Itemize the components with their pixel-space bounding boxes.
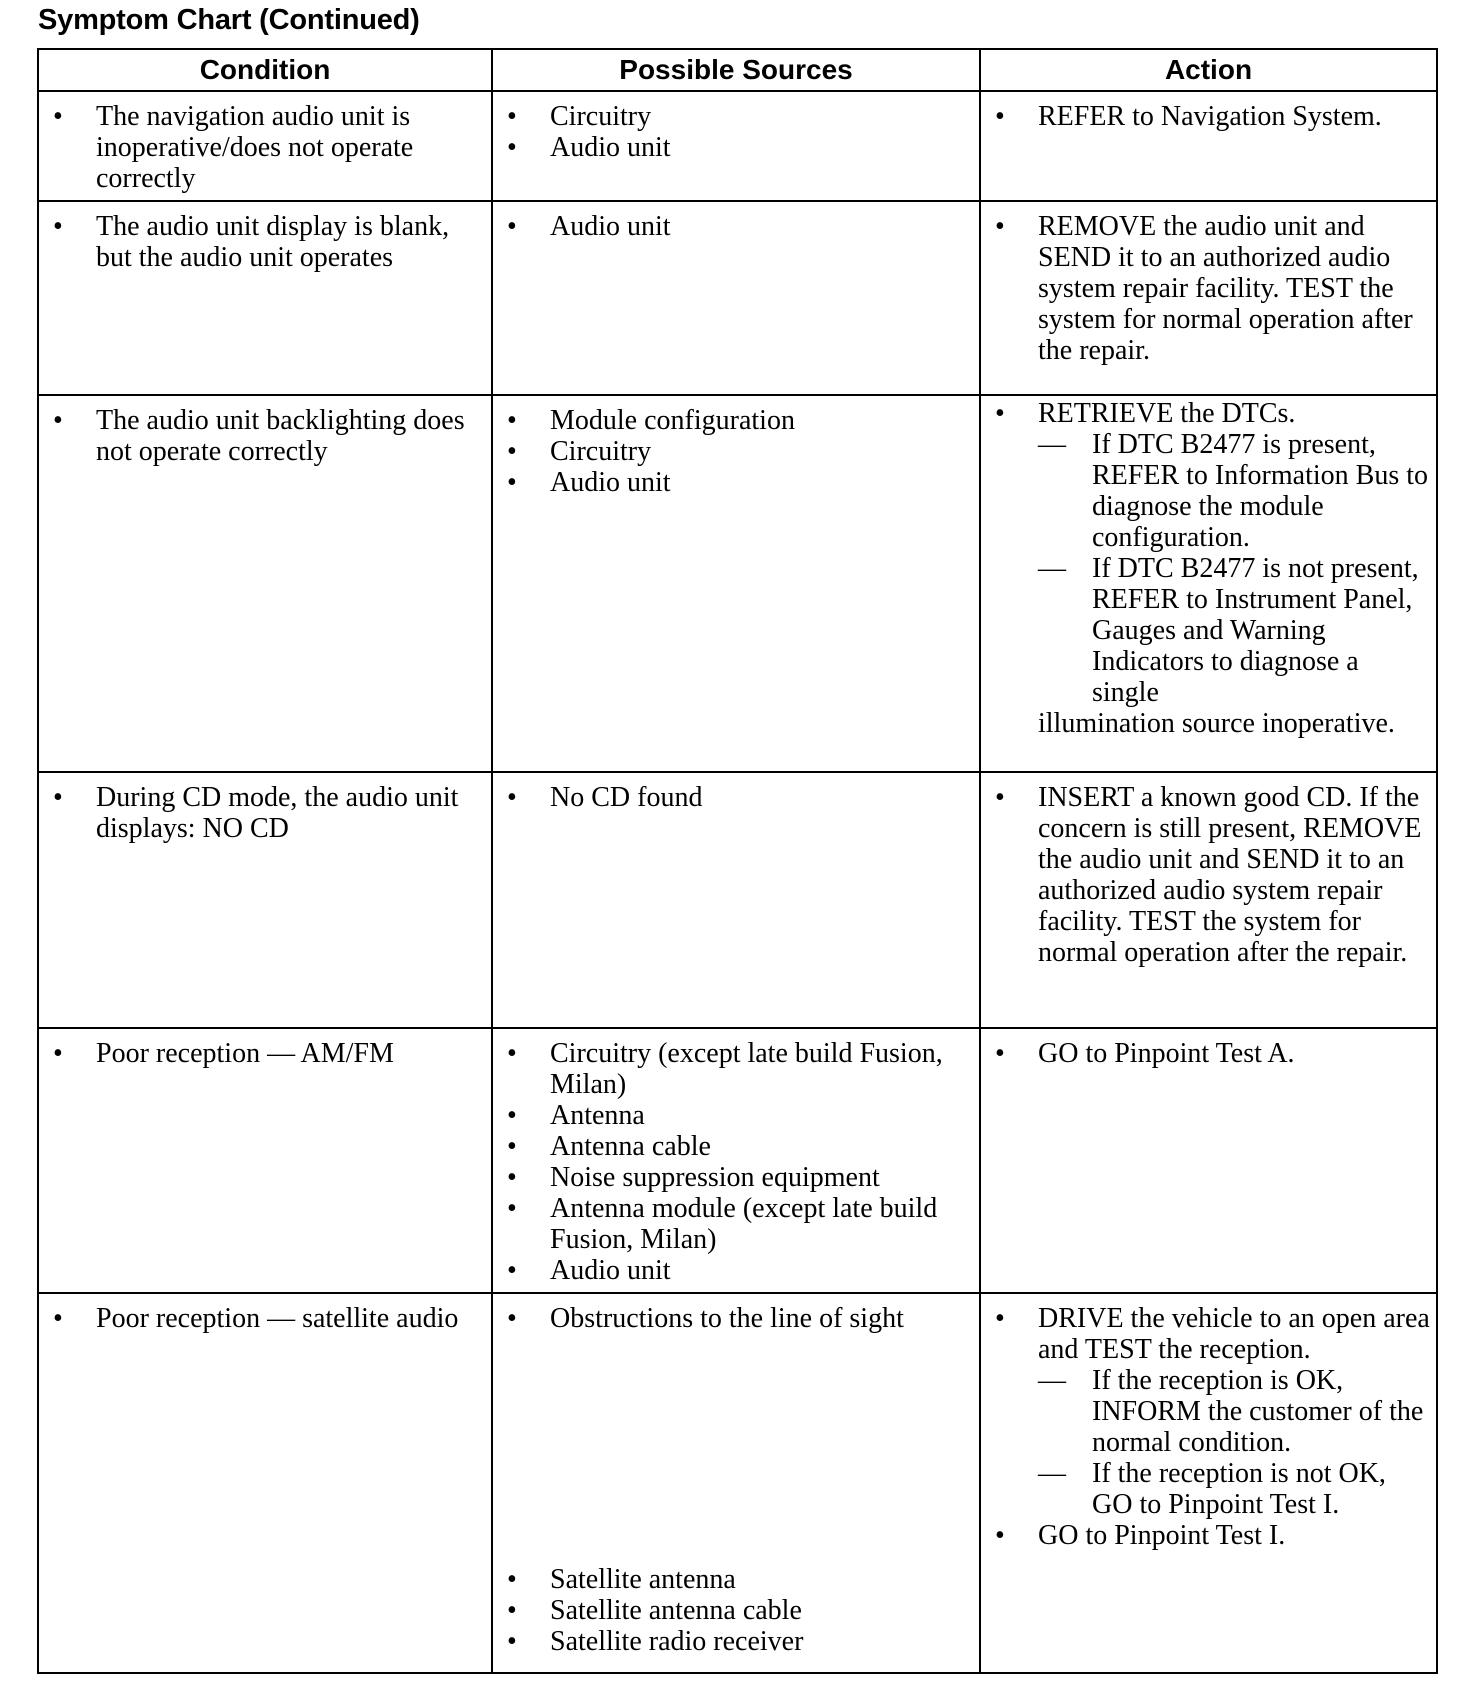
source-item: • Noise suppression equipment xyxy=(507,1162,973,1193)
action-text: • REFER to Navigation System. xyxy=(995,101,1430,132)
action-cell xyxy=(980,1293,1437,1673)
condition-text: • The audio unit backlighting does not operate correctly xyxy=(53,405,485,467)
source-item: • Circuitry xyxy=(507,101,973,132)
action-text-continued: illumination source inoperative. xyxy=(1038,708,1395,739)
source-item: • No CD found xyxy=(507,782,973,813)
table-row xyxy=(38,395,1437,772)
condition-text: • The navigation audio unit is inoperative/does not operate correctly xyxy=(53,101,485,194)
action-text: • REMOVE the audio unit and SEND it to an authorized audio system repair facility. TEST the system for normal operation after the repair. xyxy=(995,211,1430,366)
sources-cell xyxy=(492,1028,980,1293)
source-item: • Satellite antenna cable xyxy=(507,1595,973,1626)
condition-cell xyxy=(38,201,492,395)
condition-cell xyxy=(38,1028,492,1293)
source-item: • Audio unit xyxy=(507,211,973,242)
condition-text: • Poor reception — AM/FM xyxy=(53,1038,485,1069)
action-text: • DRIVE the vehicle to an open area and TEST the reception. xyxy=(1038,1303,1430,1365)
header-action: Action xyxy=(980,49,1437,91)
action-cell xyxy=(980,772,1437,1028)
table-row xyxy=(38,772,1437,1028)
table-header-row xyxy=(38,49,1437,91)
source-item: • Audio unit xyxy=(507,467,973,498)
action-text: • INSERT a known good CD. If the concern is still present, REMOVE the audio unit and SEND it to an authorized audio system repair facility. TEST the system for normal operation after the repair. xyxy=(995,782,1430,968)
condition-cell xyxy=(38,395,492,772)
action-text-second: • GO to Pinpoint Test I. xyxy=(995,1520,1430,1551)
source-item: • Obstructions to the line of sight xyxy=(507,1303,973,1334)
source-item: • Satellite radio receiver xyxy=(507,1626,973,1657)
condition-text: • During CD mode, the audio unit displays: NO CD xyxy=(53,782,485,844)
action-cell xyxy=(980,91,1437,201)
sources-cell xyxy=(492,91,980,201)
sources-cell xyxy=(492,201,980,395)
sources-cell xyxy=(492,1293,980,1673)
action-subitem: — If the reception is not OK, GO to Pinpoint Test I. xyxy=(1038,1458,1430,1520)
action-subitem: — If DTC B2477 is present, REFER to Information Bus to diagnose the module configuration. xyxy=(1038,429,1430,553)
table-row xyxy=(38,91,1437,201)
condition-cell xyxy=(38,1293,492,1673)
table-row xyxy=(38,201,1437,395)
action-subitem: — If DTC B2477 is not present, REFER to Instrument Panel, Gauges and Warning Indicators to diagnose a single xyxy=(1038,553,1430,708)
action-cell xyxy=(980,395,1437,772)
sources-cell xyxy=(492,395,980,772)
source-item: • Antenna module (except late build Fusion, Milan) xyxy=(507,1193,973,1255)
source-item: • Circuitry xyxy=(507,436,973,467)
action-text: • RETRIEVE the DTCs. xyxy=(1038,398,1296,429)
action-cell xyxy=(980,1028,1437,1293)
table-row xyxy=(38,1028,1437,1293)
action-text: • GO to Pinpoint Test A. xyxy=(995,1038,1430,1069)
source-item: • Circuitry (except late build Fusion, Milan) xyxy=(507,1038,973,1100)
header-possible-sources: Possible Sources xyxy=(492,49,980,91)
condition-cell xyxy=(38,772,492,1028)
source-item: • Module configuration xyxy=(507,405,973,436)
action-cell xyxy=(980,201,1437,395)
page-title: Symptom Chart (Continued) xyxy=(38,4,420,36)
condition-cell xyxy=(38,91,492,201)
header-condition: Condition xyxy=(38,49,492,91)
source-item: • Audio unit xyxy=(507,1255,973,1286)
source-item: • Audio unit xyxy=(507,132,973,163)
condition-text: • The audio unit display is blank, but the audio unit operates xyxy=(53,211,485,273)
sources-cell xyxy=(492,772,980,1028)
action-subitem: — If the reception is OK, INFORM the customer of the normal condition. xyxy=(1038,1365,1430,1458)
source-item: • Antenna cable xyxy=(507,1131,973,1162)
condition-text: • Poor reception — satellite audio xyxy=(53,1303,485,1334)
table-row xyxy=(38,1293,1437,1673)
source-item: • Antenna xyxy=(507,1100,973,1131)
symptom-chart-table xyxy=(37,48,1438,1674)
source-item: • Satellite antenna xyxy=(507,1564,973,1595)
